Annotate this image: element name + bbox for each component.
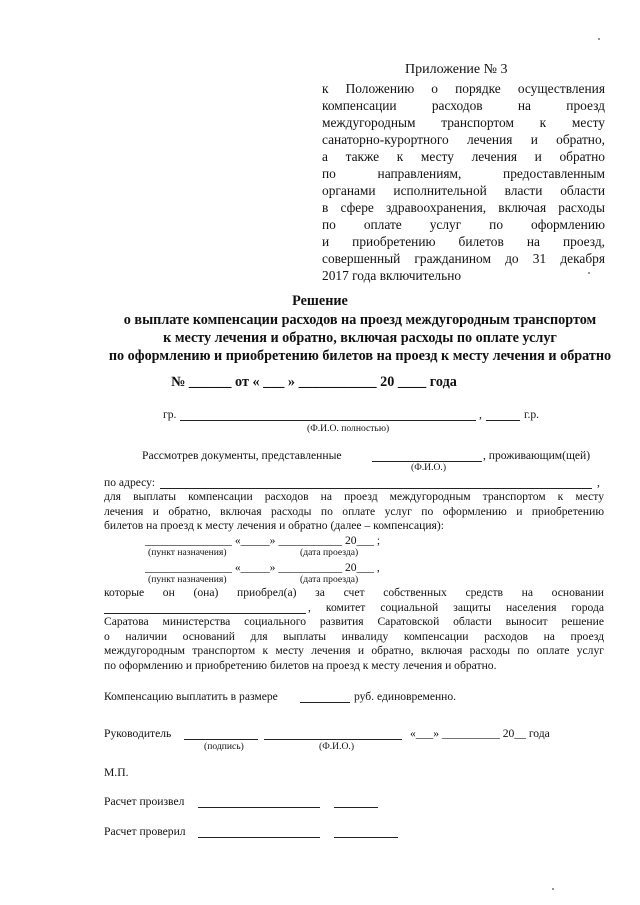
appendix-line: санаторно-курортного лечения и обратно, [322,132,605,147]
head-name-field[interactable] [264,739,402,740]
calc-made-date-field[interactable] [334,807,378,808]
appendix-line: а также к месту лечения и обратно [322,149,605,164]
decision-heading: Решение [292,293,348,309]
basis-paragraph-line: Саратова министерства социального развития Саратовской области выносит решение [104,615,604,628]
trip-2-dest-caption: (пункт назначения) [148,574,227,585]
citizen-name-field[interactable] [180,420,476,421]
birth-year-suffix: г.р. [524,408,540,421]
appendix-line: в сфере здравоохранения, включая расходы [322,200,605,215]
decision-title-line: к месту лечения и обратно, включая расходы по оплате услуг [163,330,557,346]
scan-speck [598,38,600,40]
trip-line-2[interactable]: _______________ «_____» ___________ 20___ , [145,561,380,574]
review-text: Рассмотрев документы, представленные [142,449,342,462]
review-text-residing: , проживающим(щей) [483,449,591,462]
payment-text: Компенсацию выплатить в размере [104,690,278,703]
appendix-text [322,80,605,284]
appendix-line: совершенный гражданином до 31 декабря [322,251,605,266]
appendix-line: по направлениям, предоставленным [322,166,605,181]
citizen-name-caption: (Ф.И.О. полностью) [307,423,390,434]
presenter-name-caption: (Ф.И.О.) [411,462,447,473]
decision-number-line: № ______ от « ___ » ___________ 20 ____ года [171,374,457,390]
trip-line-1[interactable]: _______________ «_____» ___________ 20___ ; [145,534,381,547]
scan-speck [552,888,554,890]
basis-line-1-text: которые он (она) приобрел(а) за счет собственных средств на основании [104,586,604,599]
head-signature-field[interactable] [184,739,258,740]
appendix-title: Приложение № 3 [405,62,508,77]
address-field[interactable] [160,488,592,489]
calc-checked-field[interactable] [198,837,320,838]
trip-1-dest-caption: (пункт назначения) [148,547,227,558]
appendix-line: междугородным транспортом к месту [322,115,605,130]
basis-paragraph-line: междугородным транспортом к месту лечения и обратно, включая расходы по оплате услуг [104,644,604,658]
address-label: по адресу: [104,476,156,489]
appendix-line: к Положению о порядке осуществления [322,81,605,96]
review-paragraph-line: билетов на проезд к месту лечения и обратно (далее – компенсация): [104,519,444,533]
appendix-line: 2017 года включительно [322,268,462,283]
sign-caption: (подпись) [204,741,244,752]
review-paragraph [104,490,604,534]
citizen-prefix: гр. [163,408,177,421]
decision-title-line: о выплате компенсации расходов на проезд междугородным транспортом [123,312,597,328]
calc-made-field[interactable] [198,807,320,808]
calc-made-label: Расчет произвел [104,795,185,808]
trip-1-date-caption: (дата проезда) [300,547,359,558]
trip-2-date-caption: (дата проезда) [300,574,359,585]
basis-paragraph [104,615,604,673]
appendix-line: органами исполнительной власти области [322,183,605,198]
name-caption: (Ф.И.О.) [319,741,355,752]
basis-line-2-tail: , комитет социальной защиты населения города [308,601,604,614]
calc-checked-date-field[interactable] [334,837,398,838]
review-paragraph-line: для выплаты компенсации расходов на проезд междугородным транспортом к месту [104,490,604,503]
decision-title-line: по оформлению и приобретению билетов на проезд к месту лечения и обратно [108,348,612,364]
address-end: , [597,476,600,489]
sign-date[interactable]: «___» __________ 20__ года [410,727,550,740]
head-label: Руководитель [104,727,172,740]
birth-year-field[interactable] [486,420,520,421]
appendix-line: и приобретению билетов на проезд, [322,234,605,249]
basis-line-1 [104,586,604,601]
payment-currency-text: руб. единовременно. [354,690,457,703]
payment-amount-field[interactable] [300,702,350,703]
basis-paragraph-line: по оформлению и приобретению билетов на проезд к месту лечения и обратно. [104,658,497,672]
stamp-place: М.П. [104,766,129,779]
basis-paragraph-line: о наличии оснований для выплаты инвалиду компенсации расходов на проезд [104,629,604,643]
calc-checked-label: Расчет проверил [104,825,186,838]
decision-title [70,311,640,365]
appendix-line: по оплате услуг по оформлению [322,217,605,232]
appendix-line: компенсации расходов на проезд [322,98,605,113]
review-paragraph-line: лечения и обратно, включая расходы по оплате услуг по оформлению и приобретению [104,504,604,518]
scan-speck [588,272,590,274]
citizen-comma: , [479,408,482,421]
basis-field[interactable] [104,613,306,614]
